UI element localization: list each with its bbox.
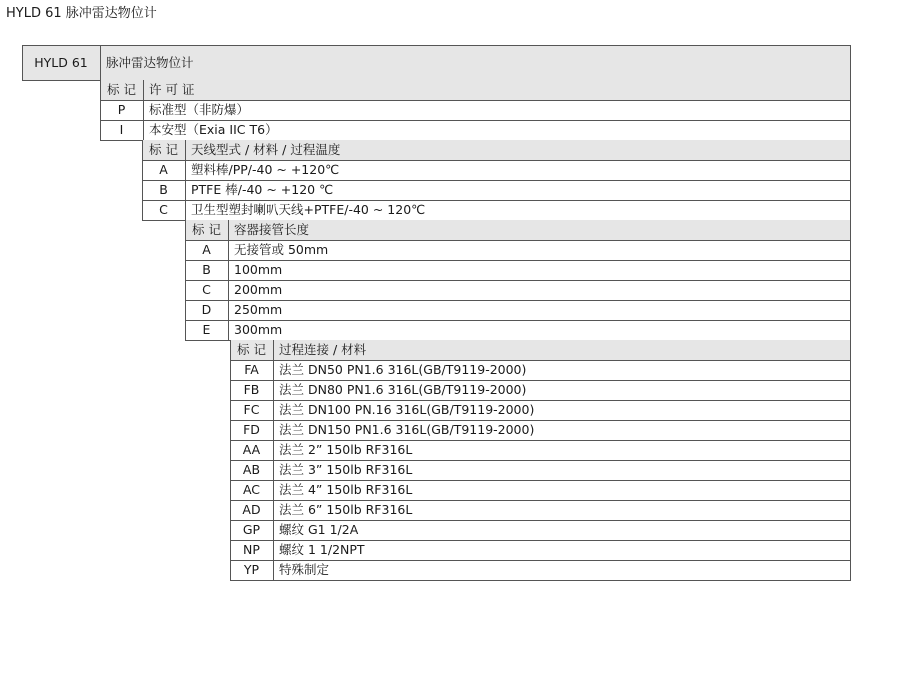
table-border-right (850, 45, 851, 581)
level-3-row-code: A (202, 242, 211, 257)
level-1-left-border (100, 80, 101, 140)
level-1-row-code: I (119, 122, 124, 137)
level-4-row-text: 法兰 6” 150lb RF316L (279, 502, 413, 517)
level-2-row-text: PTFE 棒/-40 ~ +120 ℃ (191, 182, 334, 197)
table-border-top (22, 45, 850, 46)
level-2-row-text: 卫生型塑封喇叭天线+PTFE/-40 ~ 120℃ (191, 202, 426, 217)
level-3-row-text: 100mm (234, 262, 283, 277)
level-4-row-code: AB (242, 462, 261, 477)
level-1-row-text: 本安型（Exia IIC T6） (149, 122, 278, 137)
level-4-row-text: 螺纹 G1 1/2A (279, 522, 359, 537)
level-3-row-text: 无接管或 50mm (234, 242, 329, 257)
level-4-row-code: AC (242, 482, 261, 497)
level-3-row-text: 200mm (234, 282, 283, 297)
level-4-row-text: 法兰 DN80 PN1.6 316L(GB/T9119-2000) (279, 382, 527, 397)
level-1-header-text: 许 可 证 (143, 80, 850, 100)
level-2-header-text: 天线型式 / 材料 / 过程温度 (185, 140, 850, 160)
level-4-row-code: YP (243, 562, 260, 577)
level-3-row-text: 300mm (234, 322, 283, 337)
level-4-row-text: 法兰 2” 150lb RF316L (279, 442, 413, 457)
model-divider (100, 45, 101, 80)
table-border-left (22, 45, 23, 80)
level-4-row-code: NP (243, 542, 260, 557)
level-1-code-divider (143, 80, 144, 140)
level-1-header-code: 标 记 (100, 80, 143, 100)
level-3-row-code: C (202, 282, 211, 297)
level-4-row-code: FD (243, 422, 260, 437)
level-1-row-code: P (117, 102, 126, 117)
level-4-row-text: 法兰 DN50 PN1.6 316L(GB/T9119-2000) (279, 362, 527, 377)
level-2-row-code: A (159, 162, 168, 177)
level-4-header-text: 过程连接 / 材料 (273, 340, 850, 360)
level-3-header-code: 标 记 (185, 220, 228, 240)
page-title: HYLD 61 脉冲雷达物位计 (6, 6, 157, 21)
level-4-row-text: 法兰 DN150 PN1.6 316L(GB/T9119-2000) (279, 422, 535, 437)
level-2-code-divider (185, 140, 186, 220)
level-4-row-text: 螺纹 1 1/2NPT (279, 542, 365, 557)
model-name-cell: 脉冲雷达物位计 (100, 45, 850, 80)
model-code-cell: HYLD 61 (22, 45, 100, 80)
level-4-header-code: 标 记 (230, 340, 273, 360)
level-4-row-code: FA (244, 362, 259, 377)
level-4-row-text: 法兰 DN100 PN.16 316L(GB/T9119-2000) (279, 402, 535, 417)
level-3-header-text: 容器接管长度 (228, 220, 850, 240)
level-2-row-code: C (159, 202, 168, 217)
level-4-row-code: FB (243, 382, 260, 397)
level-4-row-code: AD (242, 502, 261, 517)
level-3-row-code: B (202, 262, 211, 277)
level-2-header-code: 标 记 (142, 140, 185, 160)
level-4-row-text: 法兰 3” 150lb RF316L (279, 462, 413, 477)
level-3-left-border (185, 220, 186, 340)
row-separator (230, 580, 850, 581)
level-3-row-code: D (201, 302, 212, 317)
level-4-row-code: FC (243, 402, 260, 417)
level-4-row-code: AA (242, 442, 261, 457)
level-3-row-code: E (202, 322, 211, 337)
level-3-row-text: 250mm (234, 302, 283, 317)
level-2-left-border (142, 140, 143, 220)
level-2-row-text: 塑料棒/PP/-40 ~ +120℃ (191, 162, 340, 177)
level-1-row-text: 标准型（非防爆） (149, 102, 250, 117)
level-4-row-text: 特殊制定 (279, 562, 330, 577)
level-4-row-code: GP (242, 522, 261, 537)
level-4-row-text: 法兰 4” 150lb RF316L (279, 482, 413, 497)
level-3-code-divider (228, 220, 229, 340)
level-4-left-border (230, 340, 231, 580)
level-2-row-code: B (159, 182, 168, 197)
level-4-code-divider (273, 340, 274, 580)
